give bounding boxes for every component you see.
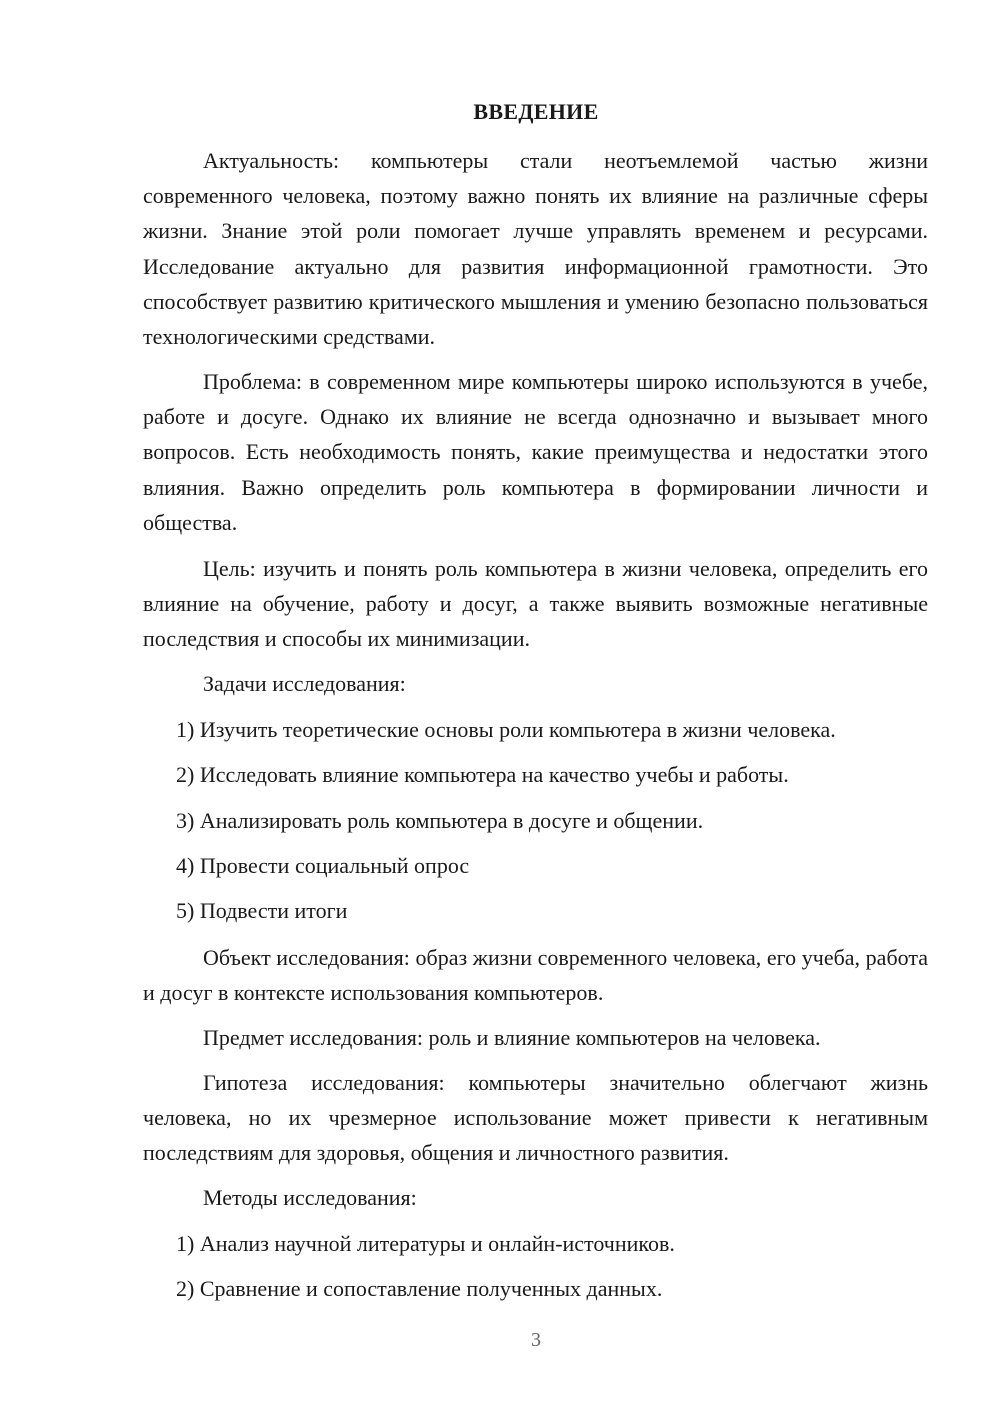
task-item: 2) Исследовать влияние компьютера на качество учебы и работы.: [176, 762, 789, 787]
goal-paragraph: Цель: изучить и понять роль компьютера в жизни человека, определить его влияние на обучение, работу и досуг, а также выявить возможные негативные последствия и способы их минимизации.: [143, 556, 928, 652]
methods-label: Методы исследования:: [203, 1185, 417, 1210]
method-item: 1) Анализ научной литературы и онлайн-источников.: [176, 1231, 675, 1256]
hypothesis-paragraph: Гипотеза исследования: компьютеры значительно облегчают жизнь человека, но их чрезмерное использование может привести к негативным последствиям для здоровья, общения и личностного развития.: [143, 1070, 928, 1166]
page-number: 3: [531, 1329, 541, 1351]
task-item: 5) Подвести итоги: [176, 898, 348, 923]
task-item: 4) Провести социальный опрос: [176, 853, 470, 878]
section-title: ВВЕДЕНИЕ: [473, 99, 599, 124]
task-item: 3) Анализировать роль компьютера в досуге и общении.: [176, 808, 704, 833]
relevance-paragraph: Актуальность: компьютеры стали неотъемлемой частью жизни современного человека, поэтому важно понять их влияние на различные сферы жизни. Знание этой роли помогает лучше управлять временем и ресурсами. Исследование актуально для развития информационной грамотности. Это способствует развитию критического мышления и умению безопасно пользоваться технологическими средствами.: [143, 148, 928, 350]
method-item: 2) Сравнение и сопоставление полученных данных.: [176, 1276, 663, 1301]
object-paragraph: Объект исследования: образ жизни современного человека, его учеба, работа и досуг в контексте использования компьютеров.: [143, 945, 928, 1006]
task-item: 1) Изучить теоретические основы роли компьютера в жизни человека.: [176, 717, 836, 742]
tasks-label: Задачи исследования:: [203, 671, 406, 696]
problem-paragraph: Проблема: в современном мире компьютеры широко используются в учебе, работе и досуге. Однако их влияние не всегда однозначно и вызывает много вопросов. Есть необходимость понять, какие преимущества и недостатки этого влияния. Важно определить роль компьютера в формировании личности и общества.: [143, 369, 928, 535]
subject-paragraph: Предмет исследования: роль и влияние компьютеров на человека.: [203, 1025, 821, 1050]
